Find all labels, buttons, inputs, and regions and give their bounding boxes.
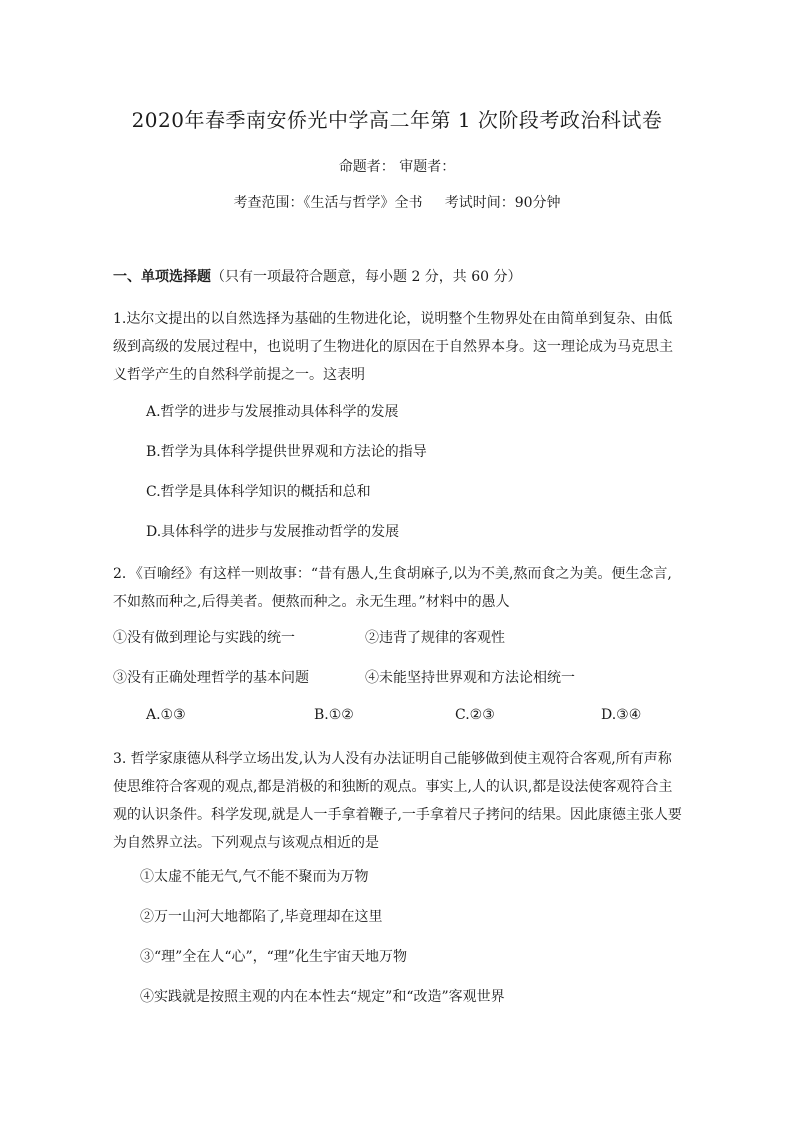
q2-statement-3: ③没有正确处理哲学的基本问题 [113, 670, 309, 686]
q1-option-c: C.哲学是具体科学知识的概括和总和 [146, 484, 371, 500]
q3-statement-1: ①太虚不能无气,气不能不聚而为万物 [140, 869, 369, 885]
exam-title: 2020年春季南安侨光中学高二年第 1 次阶段考政治科试卷 [131, 108, 663, 132]
question-3-stem: 3. 哲学家康德从科学立场出发,认为人没有办法证明自己能够做到使主观符合客观,所有声称使思维符合客观的观点,都是消极的和独断的观点。事实上,人的认识,都是设法使客观符合主观的认识条件。科学发现,就是人一手拿着鞭子,一手拿着尺子拷问的结果。因此康德主张人要为自然界立法。下列观点与该观点相近的是 [113, 751, 682, 851]
q3-statement-3: ③“理”全在人“心”，“理”化生宇宙天地万物 [140, 949, 407, 965]
authors-line: 命题者： 审题者： [338, 159, 456, 175]
q1-option-b: B.哲学为具体科学提供世界观和方法论的指导 [146, 444, 427, 460]
q3-statement-2: ②万一山河大地都陷了,毕竟理却在这里 [140, 909, 383, 925]
q1-option-a: A.哲学的进步与发展推动具体科学的发展 [146, 404, 399, 420]
q3-statement-4: ④实践就是按照主观的内在本性去“规定”和“改造”客观世界 [140, 989, 505, 1005]
section-note: （只有一项最符合题意，每小题 2 分，共 60 分） [211, 269, 522, 285]
q2-option-d: D.③④ [601, 707, 642, 723]
question-1-stem: 1.达尔文提出的以自然选择为基础的生物进化论，说明整个生物界处在由简单到复杂、由低级到高级的发展过程中，也说明了生物进化的原因在于自然界本身。这一理论成为马克思主义哲学产生的自然科学前提之一。这表明 [113, 311, 673, 383]
question-2-stem: 2．《百喻经》有这样一则故事：“昔有愚人,生食胡麻子,以为不美,熬而食之为美。便生念言,不如熬而种之,后得美者。便熬而种之。永无生理。”材料中的愚人 [113, 566, 672, 610]
scope-time-line: 考查范围：《生活与哲学》全书 考试时间：90分钟 [233, 195, 561, 211]
q1-option-d: D.具体科学的进步与发展推动哲学的发展 [146, 524, 400, 540]
q2-option-b: B.①② [314, 707, 354, 723]
q2-statement-1: ①没有做到理论与实践的统一 [113, 630, 295, 646]
section-title: 一、单项选择题 [113, 269, 211, 285]
q2-statement-2: ②违背了规律的客观性 [365, 630, 505, 646]
section-heading [113, 266, 522, 286]
q2-option-c: C.②③ [455, 707, 495, 723]
q2-option-a: A.①③ [146, 707, 186, 723]
q2-statement-4: ④未能坚持世界观和方法论相统一 [365, 670, 575, 686]
